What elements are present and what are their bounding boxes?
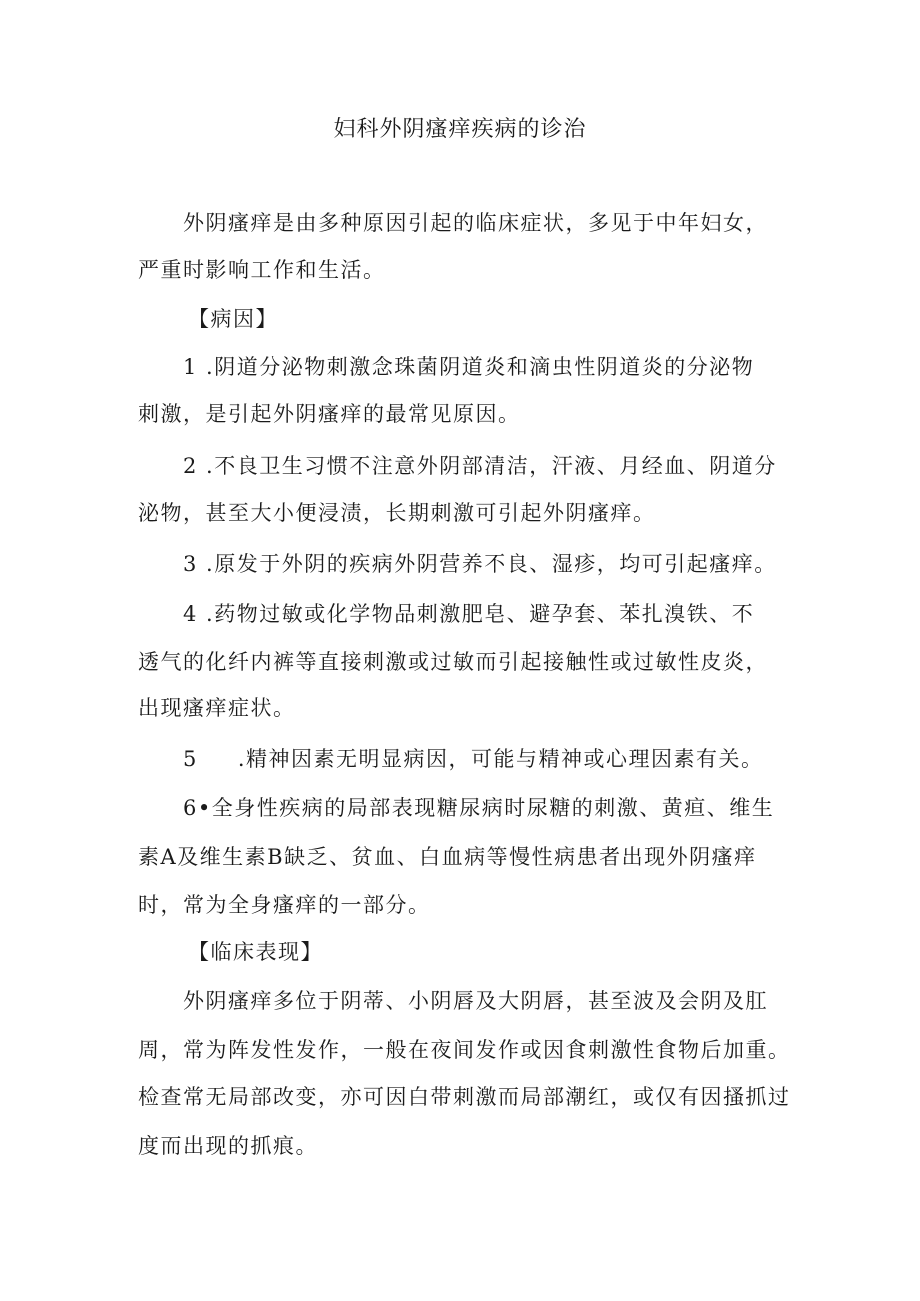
cause-heading: 【病因】: [188, 307, 278, 331]
cause-5-text: .精神因素无明显病因，可能与精神或心理因素有关。: [237, 747, 764, 771]
clinical-line-1: 外阴瘙痒多位于阴蒂、小阴唇及大阴唇，甚至波及会阴及肛: [183, 989, 768, 1013]
document-title: 妇科外阴瘙痒疾病的诊治: [333, 117, 587, 142]
intro-line-1: 外阴瘙痒是由多种原因引起的临床症状，多见于中年妇女，: [183, 211, 768, 235]
cause-4-line-2: 透气的化纤内裤等直接刺激或过敏而引起接触性或过敏性皮炎，: [138, 650, 768, 674]
cause-1-line-1: 1 .阴道分泌物刺激念珠菌阴道炎和滴虫性阴道炎的分泌物: [183, 355, 755, 379]
cause-6-line-1: 6•全身性疾病的局部表现糖尿病时尿糖的刺激、黄疸、维生: [183, 796, 775, 820]
clinical-line-4: 度而出现的抓痕。: [138, 1134, 318, 1158]
clinical-line-3: 检查常无局部改变，亦可因白带刺激而局部潮红，或仅有因搔抓过: [138, 1085, 791, 1109]
clinical-heading: 【临床表现】: [188, 940, 323, 964]
cause-4-line-3: 出现瘙痒症状。: [138, 696, 296, 720]
cause-1-line-2: 刺激，是引起外阴瘙痒的最常见原因。: [138, 402, 521, 426]
cause-6-line-2: 素A及维生素B缺乏、贫血、白血病等慢性病患者出现外阴瘙痒: [138, 845, 757, 869]
cause-2-line-2: 泌物，甚至大小便浸渍，长期刺激可引起外阴瘙痒。: [138, 501, 656, 525]
cause-5-number: 5: [183, 747, 198, 771]
cause-2-line-1: 2 .不良卫生习惯不注意外阴部清洁，汗液、月经血、阴道分: [183, 454, 777, 478]
clinical-line-2: 周，常为阵发性发作，一般在夜间发作或因食刺激性食物后加重。: [138, 1038, 791, 1062]
cause-4-line-1: 4 .药物过敏或化学物品刺激肥皂、避孕套、苯扎溴铁、不: [183, 602, 755, 626]
cause-6-line-3: 时，常为全身瘙痒的一部分。: [138, 893, 431, 917]
intro-line-2: 严重时影响工作和生活。: [138, 258, 386, 282]
cause-5-line: [183, 744, 764, 774]
cause-3-line-1: 3 .原发于外阴的疾病外阴营养不良、湿疹，均可引起瘙痒。: [183, 552, 777, 576]
